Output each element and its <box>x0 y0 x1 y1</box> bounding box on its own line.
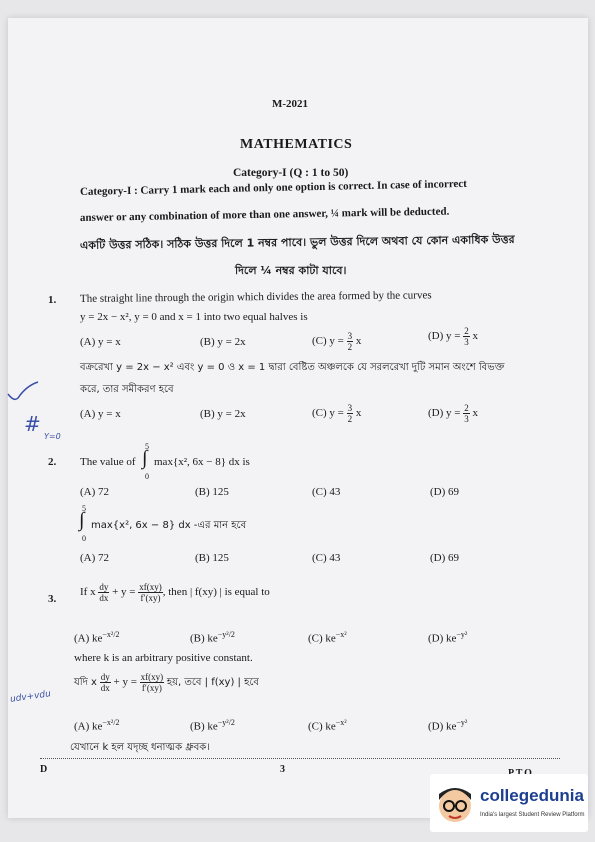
q2-option-a: (A) 72 <box>80 486 110 498</box>
q1-option-a: (A) y = x <box>80 336 121 348</box>
q3-bn-option-c: (C) $ke^{-x^2}$ <box>308 718 347 733</box>
subject-title: MATHEMATICS <box>240 137 353 152</box>
q2-text: The value of <box>80 456 136 468</box>
logo-tagline: India's largest Student Review Platform <box>480 812 585 818</box>
q3-bengali-where: যেখানে k হল যদৃচ্ছ ধনাত্মক ধ্রুবক। <box>70 742 210 753</box>
q2-integrand: max{x², 6x − 8} dx is <box>154 456 250 468</box>
handwritten-hash: # <box>24 412 41 436</box>
q2-bn-option-d: (D) 69 <box>430 552 460 564</box>
handwritten-y0: Y=0 <box>44 432 61 441</box>
logo-wordmark: collegedunia <box>480 786 584 805</box>
paper-code: M-2021 <box>272 98 309 110</box>
q2-bn-upper-limit: 5 <box>82 504 86 513</box>
page-number: 3 <box>280 764 285 775</box>
q2-option-b: (B) 125 <box>195 486 229 498</box>
q2-upper-limit: 5 <box>145 442 149 451</box>
q3-number: 3. <box>48 593 57 605</box>
q3-where-note: where k is an arbitrary positive constant. <box>74 652 253 664</box>
integral-sign-icon: ∫ <box>142 447 148 469</box>
q1-option-c: (C) y = $\frac{3}{2}$ x <box>312 331 362 352</box>
q1-text-line-2: y = 2x − x², y = 0 and x = 1 into two equal halves is <box>80 311 308 323</box>
instruction-line-4-bengali: দিলে ¼ নম্বর কাটা যাবে। <box>235 264 347 277</box>
q1-bn-option-b: (B) y = 2x <box>200 408 246 420</box>
q2-lower-limit: 0 <box>145 472 149 481</box>
q3-bn-option-b: (B) $ke^{-y^2/2}$ <box>190 718 235 733</box>
instruction-line-3-bengali: একটি উত্তর সঠিক। সঠিক উত্তর দিলে 1 নম্বর পাবে। ভুল উত্তর দিলে অথবা যে কোন একাধিক উত্তর <box>79 232 515 252</box>
q3-bengali-text: যদি x $\frac{dy}{dx}$ + y = $\frac{xf(xy)}{f'(xy)}$ হয়, তবে | f(xy) | হবে <box>74 672 259 693</box>
category-heading: Category-I (Q : 1 to 50) <box>233 167 349 179</box>
q3-bn-option-a: (A) $ke^{-x^2/2}$ <box>74 718 120 733</box>
q1-text-line-1: The straight line through the origin which divides the area formed by the curves <box>79 289 432 305</box>
q3-option-b: (B) $ke^{-y^2/2}$ <box>190 630 235 645</box>
q2-number: 2. <box>48 456 57 468</box>
q2-bn-option-a: (A) 72 <box>80 552 110 564</box>
q1-bn-option-d: (D) y = $\frac{2}{3}$ x <box>428 403 478 424</box>
q2-option-c: (C) 43 <box>312 486 341 498</box>
student-mascot-icon <box>435 780 475 826</box>
q1-bn-option-c: (C) y = $\frac{3}{2}$ x <box>312 403 362 424</box>
q1-option-d: (D) y = $\frac{2}{3}$ x <box>428 326 478 347</box>
handwritten-udv: udv+vdu <box>9 689 52 705</box>
checkmark-icon <box>4 380 44 410</box>
q2-bengali-integrand: max{x², 6x − 8} dx -এর মান হবে <box>91 520 247 531</box>
q3-option-d: (D) $ke^{-y^2}$ <box>428 630 468 645</box>
q1-bengali-line-2: করে, তার সমীকরণ হবে <box>80 384 174 395</box>
q2-option-d: (D) 69 <box>430 486 460 498</box>
q1-number: 1. <box>48 294 57 306</box>
q3-bn-option-d: (D) $ke^{-y^2}$ <box>428 718 468 733</box>
q1-bn-option-a: (A) y = x <box>80 408 121 420</box>
collegedunia-logo <box>430 774 588 832</box>
footer-series-code: D <box>40 764 48 775</box>
q3-option-c: (C) $ke^{-x^2}$ <box>308 630 347 645</box>
footer-divider <box>40 758 560 759</box>
integral-sign-icon: ∫ <box>79 509 85 531</box>
q3-option-a: (A) $ke^{-x^2/2}$ <box>74 630 120 645</box>
instruction-line-2: answer or any combination of more than one answer, ¼ mark will be deducted. <box>79 205 450 224</box>
q2-bn-option-c: (C) 43 <box>312 552 341 564</box>
q3-text: If x $\frac{dy}{dx}$ + y = $\frac{xf(xy)}{f'(xy)}$ , then | f(xy) | is equal to <box>80 582 270 603</box>
q2-bn-lower-limit: 0 <box>82 534 86 543</box>
instruction-line-1: Category-I : Carry 1 mark each and only one option is correct. In case of incorrect <box>79 177 468 198</box>
q1-bengali-line-1: বক্ররেখা y = 2x − x² এবং y = 0 ও x = 1 দ্বারা বেষ্টিত অঞ্চলকে যে সরলরেখা দুটি সমান অংশে বিভক্ত <box>80 362 505 373</box>
q1-option-b: (B) y = 2x <box>200 336 246 348</box>
q2-bn-option-b: (B) 125 <box>195 552 229 564</box>
